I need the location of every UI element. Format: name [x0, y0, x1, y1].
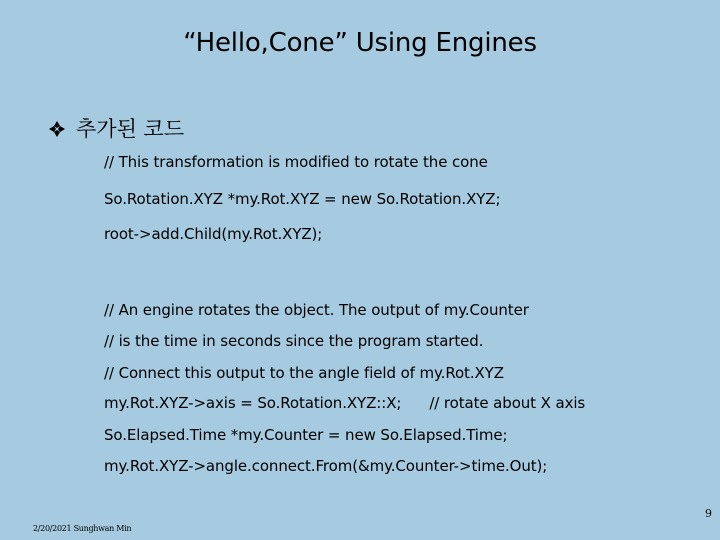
code-line: // This transformation is modified to rotate the cone	[104, 153, 488, 171]
code-line: // An engine rotates the object. The output of my.Counter	[104, 301, 529, 319]
bullet-text: 추가된 코드	[76, 117, 185, 141]
footer-date-author: 2/20/2021 Sunghwan Min	[33, 524, 132, 533]
code-line: my.Rot.XYZ->axis = So.Rotation.XYZ::X; // rotate about X axis	[104, 394, 586, 412]
page-number: 9	[705, 507, 712, 520]
code-line: So.Elapsed.Time *my.Counter = new So.Elapsed.Time;	[104, 426, 508, 444]
code-line: // is the time in seconds since the program started.	[104, 332, 484, 350]
slide-title: “Hello,Cone” Using Engines	[183, 28, 537, 58]
code-line: my.Rot.XYZ->angle.connect.From(&my.Counter->time.Out);	[104, 457, 548, 475]
code-line: root->add.Child(my.Rot.XYZ);	[104, 225, 323, 243]
code-line: So.Rotation.XYZ *my.Rot.XYZ = new So.Rotation.XYZ;	[104, 190, 501, 208]
code-line: // Connect this output to the angle field of my.Rot.XYZ	[104, 364, 504, 382]
